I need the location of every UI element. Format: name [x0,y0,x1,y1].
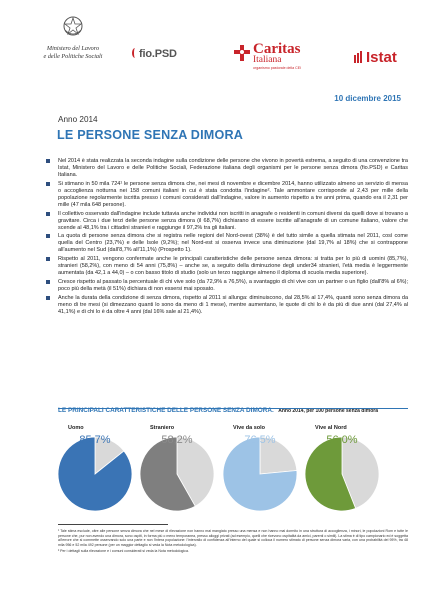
footnote-divider [58,524,168,525]
paragraph-text: Anche la durata della condizione di senza dimora, rispetto al 2011 si allunga: diminuiscono, dal 28,5% al 17,4%, quanti sono senza dimora da meno di tre mesi (si dimezzano quanti lo sono da meno di 1 mese), mentre aumentano, le quote di chi lo è da più di due anni (dal 27,4% al 41,1%) e di chi lo è da oltre 4 anni (dal 16% sale al 21,4%). [58,294,408,315]
istat-mark-icon [354,51,364,63]
caritas-tagline: organismo pastorale della CEI [253,66,302,70]
pie-chart [140,425,214,511]
pie-label: Straniero [150,425,175,431]
page-title: LE PERSONE SENZA DIMORA [57,128,244,142]
paragraph-text: Il collettivo osservato dall'indagine include tuttavia anche individui non iscritti in anagrafe o residenti in comuni diversi da quelli dove si trovano a gravitare. Circa i due terzi delle persone senza dimora (il 68,7%) dichiarano di essere iscritte all'anagrafe di un comune italiano, valore che scende al 48,1% tra i cittadini stranieri e raggiunge il 97,2% tra gli italiani. [58,210,408,231]
report-year: Anno 2014 [58,115,98,124]
ministry-logo [18,14,128,61]
caritas-cross-icon [233,44,251,62]
pie-chart [223,425,297,511]
pie-label: Vive al Nord [315,425,347,431]
paragraph-text: Cresce rispetto al passato la percentuale di chi vive solo (da 72,9% a 76,5%), a svantaggio di chi vive con un partner o un figlio (dall'8% al 6%); poco più della metà (il 51%) dichiara di non essersi mai sposato. [58,278,408,292]
bullet-square-icon [46,257,50,261]
paragraph-text: Si stimano in 50 mila 724¹ le persone senza dimora che, nei mesi di novembre e dicembre 2014, hanno utilizzato almeno un servizio di mensa o accoglienza notturna nei 158 comuni italiani in cui è stata condotta l'indagine². Tale ammontare corrisponde al 2,43 per mille della popolazione regolarmente iscritta presso i comuni considerati dall'indagine, valore in aumento rispetto a tre anni prima, quando era il 2,31 per mille (47 mila 648 persone). [58,180,408,208]
bullet-square-icon [46,182,50,186]
bullet-square-icon [46,280,50,284]
chart-title: LE PRINCIPALI CARATTERISTICHE DELLE PERSONE SENZA DIMORA. [58,407,274,414]
pie-value-label: 76,5% [244,434,276,446]
report-body [58,158,408,318]
fiopsd-logo [132,48,177,60]
ministry-name-line2: e delle Politiche Sociali [43,53,103,60]
bullet-square-icon [46,234,50,238]
italian-emblem-icon [62,14,84,38]
paragraph-text: Nel 2014 è stata realizzata la seconda indagine sulla condizione delle persone che vivono in povertà estrema, a seguito di una convenzione tra Istat, Ministero del Lavoro e delle Politiche Sociali, Federazione italiana degli organismi per le persone senza dimora (fio.PSD) e Caritas Italiana. [58,158,408,178]
pie-label: Vive da solo [233,425,265,431]
pie-chart [305,425,379,511]
pie-charts [0,404,424,516]
pie-value-label: 85,7% [79,434,111,446]
paragraph [58,233,408,254]
paragraph-text: Rispetto al 2011, vengono confermate anche le principali caratteristiche delle persone senza dimora: si tratta per lo più di uomini (85,7%), stranieri (58,2%), con meno di 54 anni (75,8%) – anche se, a seguito della diminuzione degli under34 stranieri, l'età media è leggermente aumentata (da 42,1 a 44,0) – o con basso titolo di studio (solo un terzo raggiunge almeno il diploma di scuola media superiore). [58,256,408,277]
footnotes [58,529,408,554]
footnote-2: ² Per i dettagli sulla rilevazione e i comuni considerati si veda la Nota metodologica. [58,548,189,553]
bullet-square-icon [46,296,50,300]
paragraph [58,256,408,277]
bullet-square-icon [46,159,50,163]
paragraph [58,211,408,232]
paragraph-text: La quota di persone senza dimora che si registra nelle regioni del Nord-ovest (38%) è del tutto simile a quella stimata nel 2011, così come quella del Centro (23,7%) e delle Isole (9,2%); nel Nord-est si osserva invece una diminuzione (dal 19,7% al 18%) che si contrappone all'aumento nel Sud (dall'8,7% all'11,1%) (Prospetto 1). [58,233,408,254]
paragraph [58,181,408,209]
paragraph [58,279,408,293]
caritas-sub: Italiana [253,55,282,65]
fiopsd-name: fio.PSD [139,48,177,60]
release-date: 10 dicembre 2015 [334,94,401,103]
caritas-name: Caritas [253,41,301,57]
chart-subtitle: Anno 2014, per 100 persone senza dimora [278,408,378,414]
pie-value-label: 56,0% [326,434,358,446]
header-logos [0,14,424,84]
pie-value-label: 58,2% [161,434,193,446]
paragraph [58,295,408,316]
bullet-square-icon [46,212,50,216]
pie-label: Uomo [68,425,84,431]
ministry-name-line1: Ministero del Lavoro [46,45,100,52]
paragraph [58,158,408,179]
footnote-1: ¹ Tale stima esclude, oltre alle persone senza dimora che nel mese di rilevazione non hanno mai mangiato presso una mensa e non hanno mai dormito in una struttura di accoglienza, i minori, le popolazioni Rom e tutte le persone che, pur non avendo una dimora, sono ospiti, in forma più o meno temporanea, presso alloggi privati (ad esempio, quelli che ricevono ospitalità da amici, parenti o simili). La stima è di tipo campionario ed è soggetta all'errore che si commette osservando solo una parte e non l'intera popolazione: l'intervallo di confidenza all'interno del quale si colloca il numero stimato di persone senza dimora varia, con una probabilità del 95%, tra 48 mila 956 e 52 mila 492 persone (per un maggior dettaglio si veda la Nota metodologica). [58,529,408,548]
fiopsd-swirl-icon [132,48,138,58]
istat-name: Istat [366,49,397,66]
pie-chart [58,425,132,511]
